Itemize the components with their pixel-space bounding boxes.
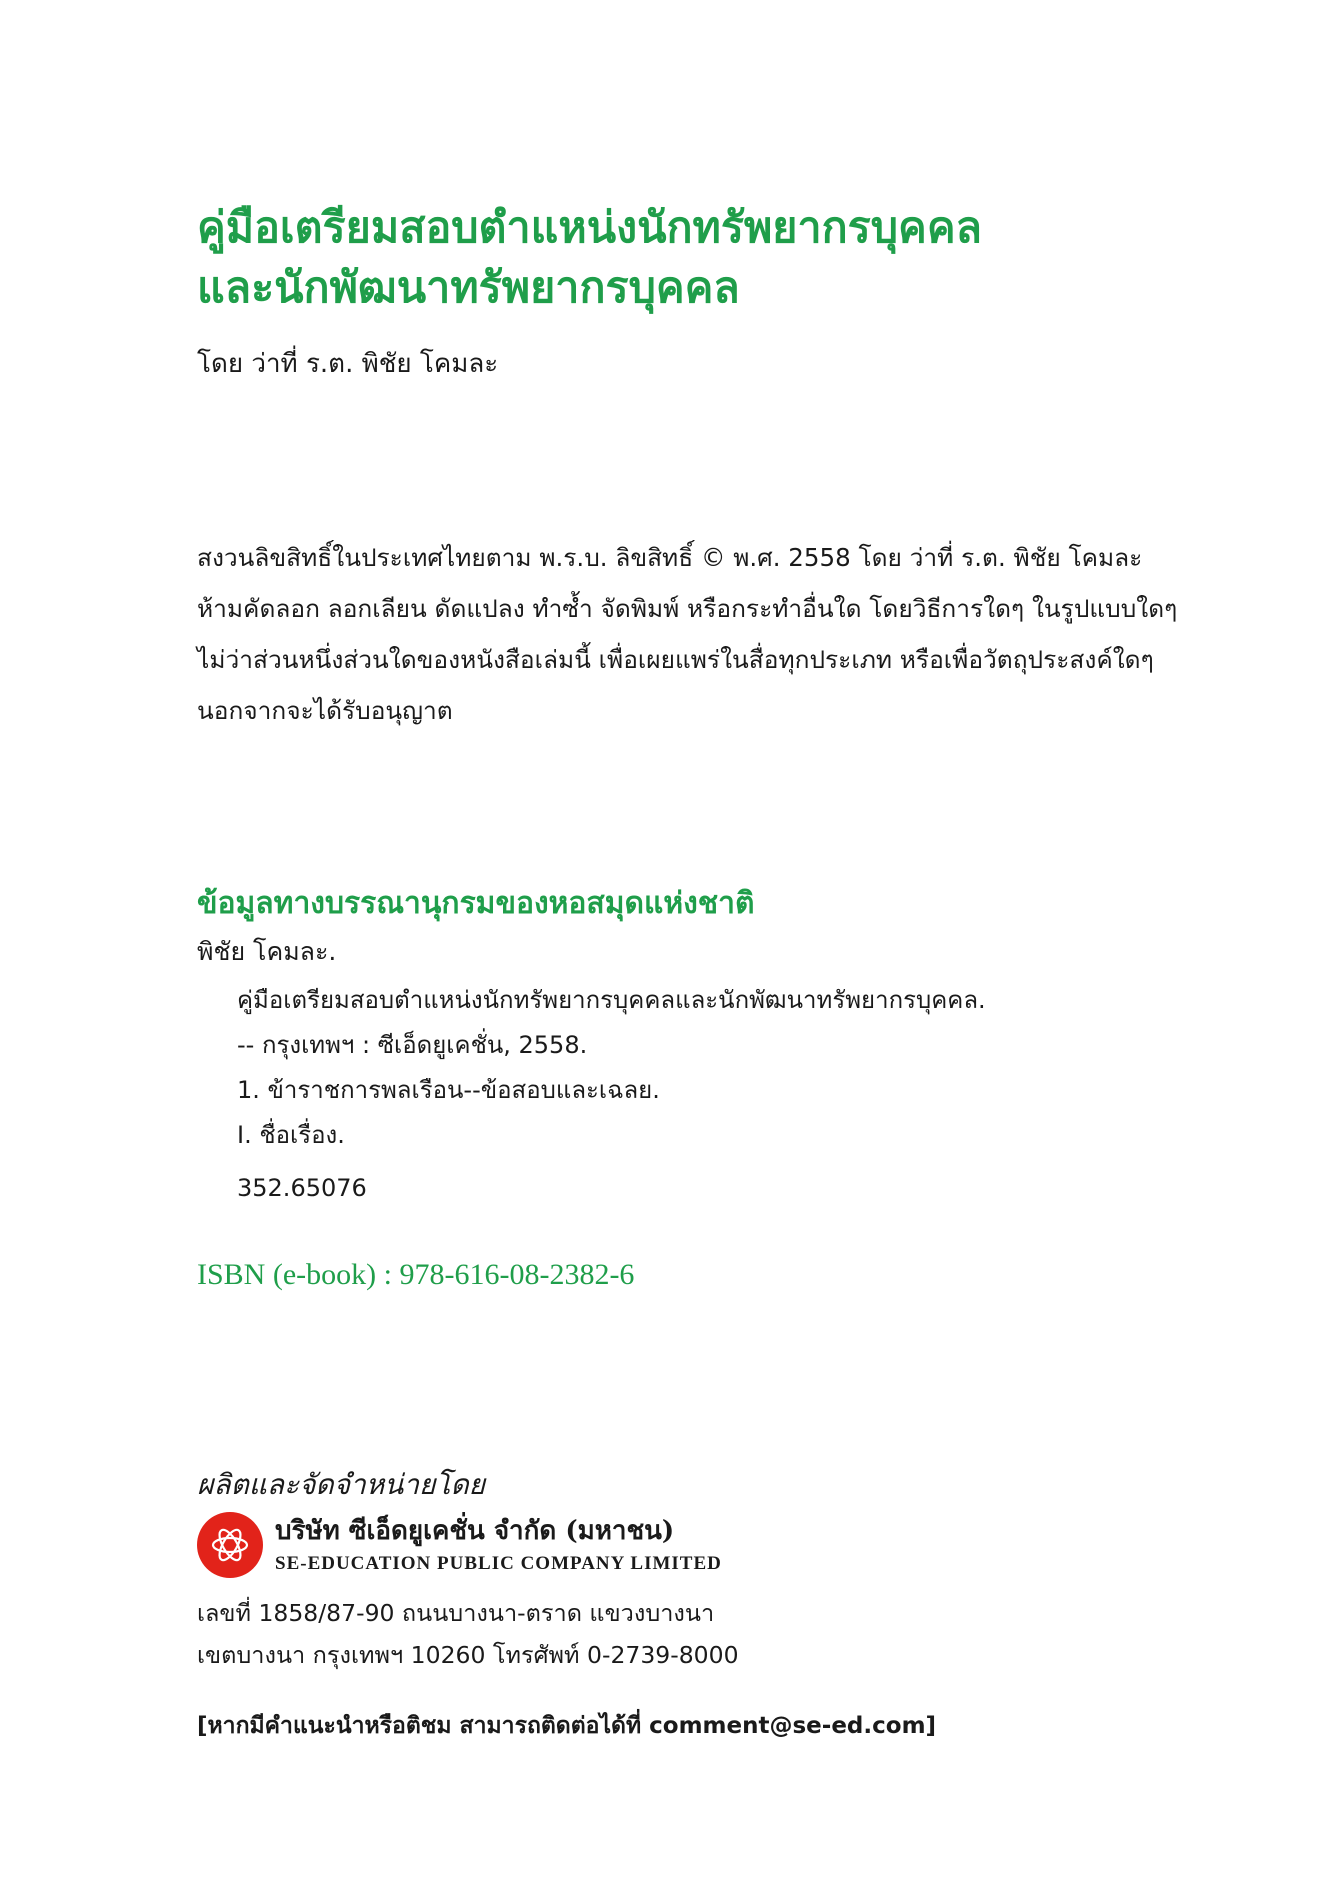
cip-imprint: -- กรุงเทพฯ : ซีเอ็ดยูเคชั่น, 2558. (237, 1031, 588, 1059)
publisher-block (197, 1512, 897, 1582)
cip-entries (237, 978, 1197, 1211)
publisher-caption: ผลิตและจัดจำหน่ายโดย (197, 1468, 486, 1501)
company-name-thai: บริษัท ซีเอ็ดยูเคชั่น จำกัด (มหาชน) (275, 1516, 675, 1546)
address-line-2: เขตบางนา กรุงเทพฯ 10260 โทรศัพท์ 0-2739-8000 (197, 1641, 739, 1669)
cataloging-in-publication (197, 882, 1197, 1211)
cip-title-entry: คู่มือเตรียมสอบตำแหน่งนักทรัพยากรบุคคลและนักพัฒนาทรัพยากรบุคคล. (237, 986, 986, 1014)
cip-added-entry: I. ชื่อเรื่อง. (237, 1121, 345, 1149)
book-title (197, 198, 1197, 318)
cip-heading: ข้อมูลทางบรรณานุกรมของหอสมุดแห่งชาติ (197, 886, 755, 921)
address-line-1: เลขที่ 1858/87-90 ถนนบางนา-ตราด แขวงบางนา (197, 1599, 715, 1627)
cip-author: พิชัย โคมละ. (197, 937, 337, 966)
contact-line: [หากมีคำแนะนำหรือติชม สามารถติดต่อได้ที่ comment@se-ed.com] (197, 1713, 937, 1739)
copyright-line-1: สงวนลิขสิทธิ์ในประเทศไทยตาม พ.ร.บ. ลิขสิทธิ์ © พ.ศ. 2558 โดย ว่าที่ ร.ต. พิชัย โคมละ (197, 543, 1143, 572)
book-title-line-1: คู่มือเตรียมสอบตำแหน่งนักทรัพยากรบุคคล (197, 203, 982, 253)
copyright-line-2: ห้ามคัดลอก ลอกเลียน ดัดแปลง ทำซ้ำ จัดพิมพ์ หรือกระทำอื่นใด โดยวิธีการใดๆ ในรูปแบบใดๆ (197, 594, 1178, 623)
logo-mark (210, 1525, 250, 1565)
copyright-line-4: นอกจากจะได้รับอนุญาต (197, 696, 453, 725)
copyright-notice (197, 538, 1237, 742)
se-education-logo-icon (197, 1512, 263, 1578)
cip-subject: 1. ข้าราชการพลเรือน--ข้อสอบและเฉลย. (237, 1076, 660, 1104)
company-name-english: SE-EDUCATION PUBLIC COMPANY LIMITED (275, 1553, 722, 1574)
author-line: โดย ว่าที่ ร.ต. พิชัย โคมละ (197, 349, 499, 379)
cip-class-number: 352.65076 (237, 1174, 367, 1202)
book-title-line-2: และนักพัฒนาทรัพยากรบุคคล (197, 263, 740, 313)
publisher-address (197, 1592, 739, 1676)
isbn: ISBN (e-book) : 978-616-08-2382-6 (197, 1258, 635, 1291)
copyright-line-3: ไม่ว่าส่วนหนึ่งส่วนใดของหนังสือเล่มนี้ เพื่อเผยแพร่ในสื่อทุกประเภท หรือเพื่อวัตถุประสงค์ใดๆ (197, 645, 1154, 674)
